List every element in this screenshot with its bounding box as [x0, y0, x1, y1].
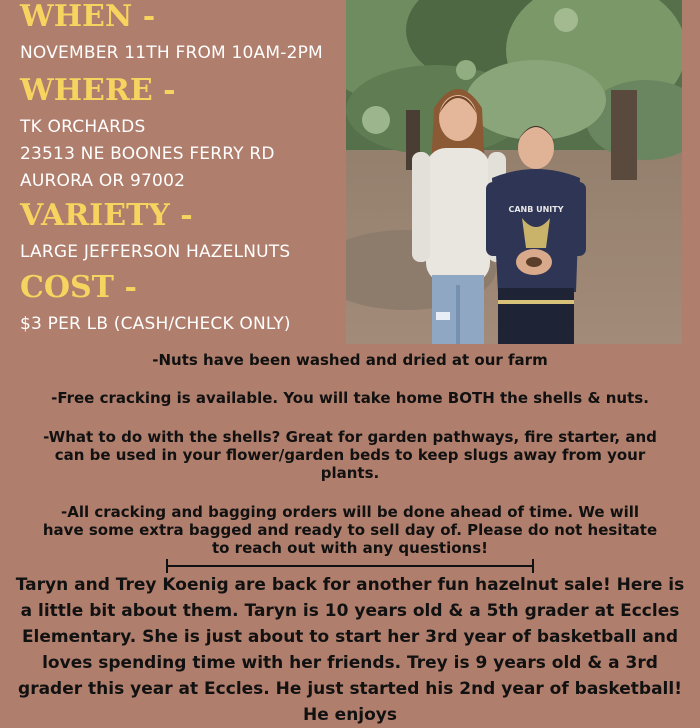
variety-detail: LARGE JEFFERSON HAZELNUTS — [20, 242, 291, 262]
note-shells: -What to do with the shells? Great for garden pathways, fire starter, and can be used in your flower/garden beds to keep slugs away from your plants. — [43, 428, 657, 482]
note-cracking: -Free cracking is available. You will take home BOTH the shells & nuts. — [51, 389, 649, 407]
variety-heading: VARIETY - — [20, 198, 193, 233]
note-orders: -All cracking and bagging orders will be done ahead of time. We will have some extra bagged and ready to sell day of. Please do not hesitate to reach out with any questions! — [42, 503, 658, 557]
shirt-text: CANB UNITY — [508, 205, 564, 214]
where-heading: WHERE - — [20, 73, 176, 108]
divider-cap-right — [532, 559, 534, 573]
cost-detail: $3 PER LB (CASH/CHECK ONLY) — [20, 314, 291, 334]
cost-heading: COST - — [20, 270, 137, 305]
note-washed: -Nuts have been washed and dried at our farm — [152, 351, 548, 369]
when-detail: NOVEMBER 11TH FROM 10AM-2PM — [20, 43, 323, 63]
where-line-2: 23513 NE BOONES FERRY RD — [20, 144, 275, 164]
kids-photo — [346, 0, 682, 344]
divider-line — [166, 565, 534, 567]
kids-photo-illustration — [346, 0, 682, 344]
where-line-3: AURORA OR 97002 — [20, 171, 186, 191]
when-heading: WHEN - — [20, 0, 156, 34]
where-line-1: TK ORCHARDS — [20, 117, 146, 137]
story-paragraph: Taryn and Trey Koenig are back for another fun hazelnut sale! Here is a little bit about them. Taryn is 10 years old & a 5th grader at Eccles Elementary. She is just about to start her 3rd year of basketball and loves spending time with her friends. Trey is 9 years old & a 3rd grader this year at Eccles. He just started his 2nd year of basketball! He enjoys — [15, 575, 685, 725]
